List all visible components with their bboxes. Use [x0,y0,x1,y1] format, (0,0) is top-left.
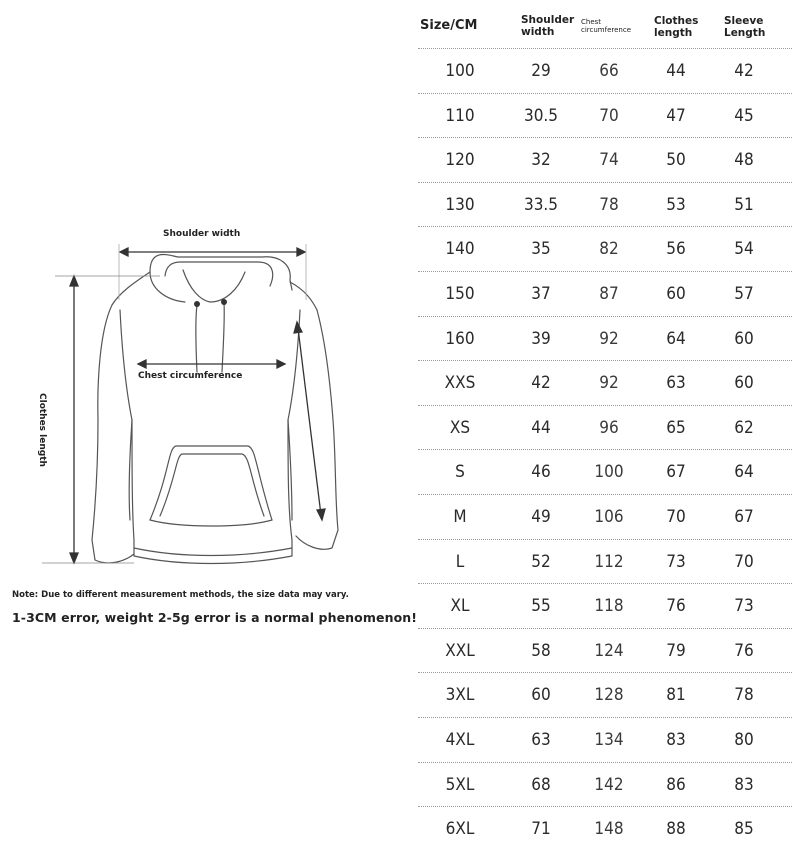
shoulder-width-cell: 32 [531,150,551,171]
shoulder-width-cell: 58 [531,640,551,661]
chest-circumference-cell: 87 [599,283,619,304]
table-row [418,717,792,762]
clothes-length-cell: 81 [666,685,686,706]
shoulder-width-cell: 68 [531,774,551,795]
table-row [418,48,792,93]
measurement-note: Note: Due to different measurement methods, the size data may vary. [12,590,349,600]
chest-circumference-cell: 124 [594,640,624,661]
sleeve-length-cell: 70 [734,551,754,572]
size-cell: 3XL [445,685,475,706]
chest-circumference-cell: 142 [594,774,624,795]
chest-circumference-cell: 128 [594,685,624,706]
clothes-length-cell: 88 [666,819,686,840]
clothes-length-cell: 44 [666,61,686,81]
clothes-length-cell: 83 [666,729,686,750]
clothes-length-cell: 65 [666,417,686,438]
table-body [418,48,792,851]
shoulder-width-cell: 60 [531,685,551,706]
shoulder-width-cell: 29 [531,61,551,81]
size-cell: 130 [445,194,475,215]
clothes-length-cell: 67 [666,462,686,483]
sleeve-length-cell: 64 [734,462,754,483]
shoulder-width-cell: 33.5 [523,194,559,215]
size-cell: S [455,462,465,483]
table-row [418,449,792,494]
chest-circumference-cell: 78 [599,194,619,215]
shoulder-width-cell: 39 [531,328,551,349]
chest-circumference-cell: 148 [594,819,624,840]
clothes-length-cell: 64 [666,328,686,349]
size-cell: XL [450,596,470,617]
chest-circumference-cell: 66 [599,61,619,81]
size-cell: 100 [445,61,475,81]
shoulder-width-cell: 35 [531,239,551,260]
table-row [418,539,792,584]
sleeve-length-cell: 83 [734,774,754,795]
clothes-length-cell: 76 [666,596,686,617]
header-chest-circumference: Chest circumference [581,18,632,34]
clothes-length-cell: 56 [666,239,686,260]
chest-circumference-cell: 70 [599,105,619,126]
sleeve-length-cell: 45 [734,105,754,126]
size-cell: 6XL [445,819,475,840]
shoulder-width-label: Shoulder width [163,229,241,239]
sleeve-length-cell: 48 [734,150,754,171]
clothes-length-cell: 86 [666,774,686,795]
clothes-length-cell: 70 [666,506,686,527]
chest-circumference-cell: 118 [594,596,624,617]
chest-circumference-cell: 96 [599,417,619,438]
sleeve-length-cell: 51 [734,194,754,215]
error-note: 1-3CM error, weight 2-5g error is a normal phenomenon! [12,610,418,625]
size-cell: L [455,551,465,572]
table-row [418,93,792,138]
shoulder-width-cell: 30.5 [523,105,559,126]
chest-circumference-cell: 106 [594,506,624,527]
size-cell: XS [449,417,471,438]
header-shoulder-width: Shoulder width [521,14,575,38]
shoulder-width-cell: 71 [531,819,551,840]
clothes-length-cell: 47 [666,105,686,126]
chest-circumference-cell: 92 [599,373,619,394]
clothes-length-label: Clothes length [37,393,47,467]
chest-circumference-cell: 100 [594,462,624,483]
table-row [418,360,792,405]
shoulder-width-cell: 52 [531,551,551,572]
chest-circumference-cell: 92 [599,328,619,349]
shoulder-width-cell: 63 [531,729,551,750]
sleeve-length-cell: 78 [734,685,754,706]
size-cell: 120 [445,150,475,171]
shoulder-width-cell: 37 [531,283,551,304]
size-cell: 4XL [445,729,475,750]
sleeve-length-cell: 67 [734,506,754,527]
shoulder-width-cell: 55 [531,596,551,617]
header-sleeve-length: Sleeve Length [724,15,766,39]
size-cell: XXS [444,373,476,394]
header-size: Size/CM [420,18,478,33]
sleeve-length-cell: 60 [734,373,754,394]
table-row [418,762,792,807]
header-clothes-length: Clothes length [654,15,699,39]
sleeve-length-cell: 57 [734,283,754,304]
clothes-length-cell: 79 [666,640,686,661]
clothes-length-cell: 63 [666,373,686,394]
chest-circumference-cell: 82 [599,239,619,260]
sleeve-length-cell: 76 [734,640,754,661]
sleeve-length-cell: 60 [734,328,754,349]
sleeve-length-cell: 80 [734,729,754,750]
table-row [418,271,792,316]
hoodie-size-diagram [0,0,420,640]
size-cell: 5XL [445,774,475,795]
sleeve-length-cell: 62 [734,417,754,438]
shoulder-width-cell: 42 [531,373,551,394]
size-cell: 160 [445,328,475,349]
size-cell: M [453,506,467,527]
chest-circumference-cell: 134 [594,729,624,750]
size-cell: 140 [445,239,475,260]
chest-circumference-label: Chest circumference [138,371,243,381]
table-row [418,405,792,450]
hoodie-illustration [0,0,420,640]
shoulder-width-cell: 46 [531,462,551,483]
size-cell: 150 [445,283,475,304]
sleeve-length-cell: 73 [734,596,754,617]
chest-circumference-cell: 74 [599,150,619,171]
clothes-length-cell: 73 [666,551,686,572]
table-row [418,316,792,361]
table-row [418,137,792,182]
table-row [418,182,792,227]
table-row [418,226,792,271]
clothes-length-cell: 60 [666,283,686,304]
size-table [418,10,792,851]
chest-circumference-cell: 112 [594,551,624,572]
table-row [418,494,792,539]
table-row [418,672,792,717]
size-cell: XXL [445,640,475,661]
shoulder-width-cell: 49 [531,506,551,527]
clothes-length-cell: 50 [666,150,686,171]
sleeve-length-cell: 54 [734,239,754,260]
table-row [418,628,792,673]
sleeve-length-cell: 85 [734,819,754,840]
size-cell: 110 [445,105,475,126]
sleeve-length-cell: 42 [734,61,754,81]
shoulder-width-cell: 44 [531,417,551,438]
clothes-length-cell: 53 [666,194,686,215]
table-header [418,10,792,48]
table-row [418,806,792,851]
table-row [418,583,792,628]
